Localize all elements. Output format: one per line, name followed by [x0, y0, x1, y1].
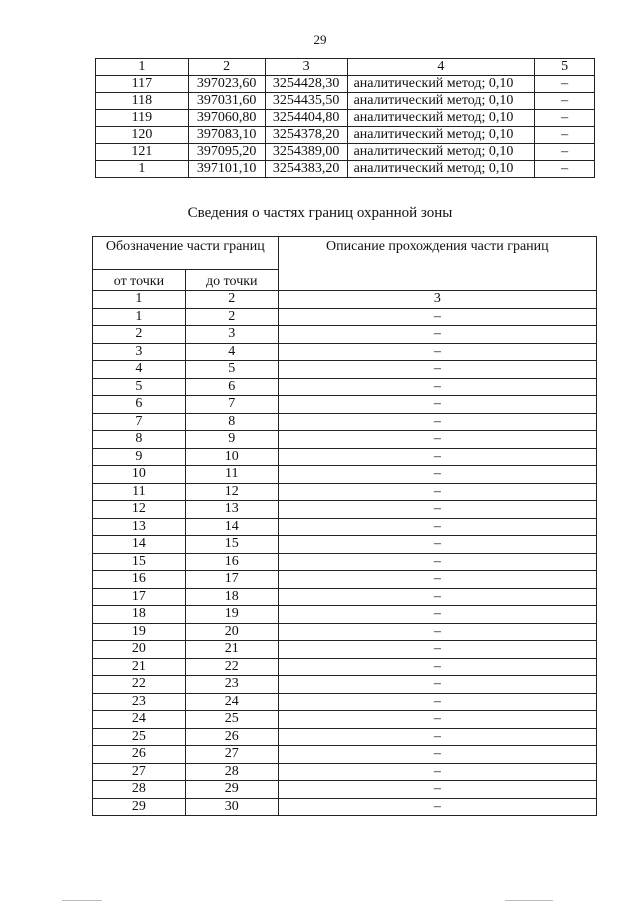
table-row: [93, 641, 597, 659]
table-row: [93, 728, 597, 746]
table-cell: 6: [93, 396, 186, 414]
table-row: [96, 110, 595, 127]
table-cell: 22: [185, 658, 278, 676]
table-cell: 3254435,50: [265, 93, 347, 110]
table-cell: 10: [185, 448, 278, 466]
table-cell: 18: [93, 606, 186, 624]
table-cell: 26: [93, 746, 186, 764]
table-cell: 17: [185, 571, 278, 589]
table-cell: 10: [93, 466, 186, 484]
table-cell: 28: [185, 763, 278, 781]
table-cell: –: [278, 658, 596, 676]
table-cell: –: [278, 448, 596, 466]
table-cell: 118: [96, 93, 189, 110]
table-cell: –: [278, 326, 596, 344]
table-cell: 8: [93, 431, 186, 449]
table-cell: аналитический метод; 0,10: [347, 144, 535, 161]
column-number: 4: [347, 59, 535, 76]
table-cell: –: [278, 746, 596, 764]
column-number: 2: [188, 59, 265, 76]
table-row: [93, 781, 597, 799]
table-row: [93, 676, 597, 694]
column-numbers-row: [93, 291, 597, 309]
table-cell: –: [278, 641, 596, 659]
table-cell: –: [278, 536, 596, 554]
table-cell: 18: [185, 588, 278, 606]
table-cell: 22: [93, 676, 186, 694]
table-row: [93, 413, 597, 431]
table-cell: 21: [185, 641, 278, 659]
table-cell: –: [278, 361, 596, 379]
table-row: [96, 161, 595, 178]
table-cell: 1: [93, 308, 186, 326]
boundary-parts-table: [92, 236, 597, 816]
table-row: [93, 746, 597, 764]
column-number: 5: [535, 59, 595, 76]
table-cell: 397095,20: [188, 144, 265, 161]
header-row: [93, 237, 597, 270]
table-cell: –: [535, 110, 595, 127]
table-cell: 12: [185, 483, 278, 501]
table-cell: 25: [93, 728, 186, 746]
table-cell: 24: [93, 711, 186, 729]
table-cell: 8: [185, 413, 278, 431]
table-cell: 3: [185, 326, 278, 344]
table-cell: 15: [93, 553, 186, 571]
table-cell: 29: [93, 798, 186, 816]
table-row: [96, 144, 595, 161]
table-cell: –: [278, 571, 596, 589]
table-cell: –: [278, 588, 596, 606]
table-row: [93, 431, 597, 449]
table-row: [93, 588, 597, 606]
to-point-header: до точки: [185, 270, 278, 291]
table-cell: 19: [185, 606, 278, 624]
table-cell: 121: [96, 144, 189, 161]
table-cell: 397023,60: [188, 76, 265, 93]
table-cell: 19: [93, 623, 186, 641]
table-cell: –: [535, 161, 595, 178]
table-cell: аналитический метод; 0,10: [347, 76, 535, 93]
table-cell: 3: [93, 343, 186, 361]
table-cell: –: [278, 623, 596, 641]
table-row: [93, 711, 597, 729]
table-row: [93, 448, 597, 466]
table-row: [93, 361, 597, 379]
table-row: [93, 553, 597, 571]
table-cell: –: [278, 518, 596, 536]
table-cell: –: [278, 606, 596, 624]
table-cell: 3254389,00: [265, 144, 347, 161]
designation-header: Обозначение части границ: [93, 237, 279, 270]
table-cell: 7: [185, 396, 278, 414]
table-cell: –: [278, 396, 596, 414]
column-number: 3: [265, 59, 347, 76]
table-cell: 7: [93, 413, 186, 431]
table-cell: –: [535, 93, 595, 110]
table-cell: 16: [185, 553, 278, 571]
table-row: [93, 536, 597, 554]
table-cell: 397083,10: [188, 127, 265, 144]
table-row: [93, 343, 597, 361]
table-cell: –: [278, 781, 596, 799]
table-cell: 4: [185, 343, 278, 361]
table-cell: 397101,10: [188, 161, 265, 178]
table-row: [96, 93, 595, 110]
table-cell: 5: [185, 361, 278, 379]
table-row: [93, 466, 597, 484]
table-cell: 14: [185, 518, 278, 536]
table-cell: 27: [185, 746, 278, 764]
table-cell: –: [535, 144, 595, 161]
table-cell: 14: [93, 536, 186, 554]
table-cell: –: [278, 308, 596, 326]
coords-header-row: [96, 59, 595, 76]
table-cell: 21: [93, 658, 186, 676]
table-cell: 26: [185, 728, 278, 746]
table-row: [93, 763, 597, 781]
section-title: Сведения о частях границ охранной зоны: [187, 205, 453, 221]
table-cell: –: [278, 711, 596, 729]
table-cell: 3254383,20: [265, 161, 347, 178]
table-cell: 5: [93, 378, 186, 396]
table-cell: 13: [185, 501, 278, 519]
table-cell: –: [278, 378, 596, 396]
table-row: [93, 518, 597, 536]
table-cell: 2: [93, 326, 186, 344]
table-cell: 17: [93, 588, 186, 606]
table-cell: 20: [185, 623, 278, 641]
table-cell: 23: [185, 676, 278, 694]
column-number: 3: [278, 291, 596, 309]
table-cell: 28: [93, 781, 186, 799]
table-cell: 6: [185, 378, 278, 396]
table-cell: –: [278, 483, 596, 501]
table-cell: 1: [96, 161, 189, 178]
table-cell: 397031,60: [188, 93, 265, 110]
table-cell: 120: [96, 127, 189, 144]
table-cell: –: [278, 676, 596, 694]
table-cell: 3254428,30: [265, 76, 347, 93]
coordinates-table: [95, 58, 595, 178]
table-cell: –: [278, 466, 596, 484]
table-row: [93, 623, 597, 641]
table-cell: 23: [93, 693, 186, 711]
table-row: [93, 501, 597, 519]
table-cell: 11: [93, 483, 186, 501]
table-row: [93, 658, 597, 676]
table-cell: 119: [96, 110, 189, 127]
footer-scan-marks: [0, 898, 640, 904]
table-cell: 9: [185, 431, 278, 449]
table-cell: –: [278, 343, 596, 361]
table-cell: 29: [185, 781, 278, 799]
table-cell: 9: [93, 448, 186, 466]
table-cell: 397060,80: [188, 110, 265, 127]
table-cell: –: [278, 693, 596, 711]
table-row: [93, 396, 597, 414]
column-number: 1: [93, 291, 186, 309]
column-number: 2: [185, 291, 278, 309]
table-row: [93, 693, 597, 711]
table-cell: аналитический метод; 0,10: [347, 93, 535, 110]
table-cell: 11: [185, 466, 278, 484]
table-cell: –: [278, 501, 596, 519]
table-cell: –: [278, 798, 596, 816]
table-cell: 3254404,80: [265, 110, 347, 127]
table-cell: 4: [93, 361, 186, 379]
table-cell: 2: [185, 308, 278, 326]
table-row: [93, 483, 597, 501]
description-header: Описание прохождения части границ: [278, 237, 596, 291]
table-cell: –: [278, 413, 596, 431]
table-cell: –: [278, 431, 596, 449]
table-cell: 20: [93, 641, 186, 659]
table-row: [96, 76, 595, 93]
table-row: [93, 326, 597, 344]
page-number: 29: [313, 32, 327, 47]
column-number: 1: [96, 59, 189, 76]
table-row: [93, 378, 597, 396]
table-cell: 25: [185, 711, 278, 729]
table-cell: 117: [96, 76, 189, 93]
table-cell: аналитический метод; 0,10: [347, 110, 535, 127]
table-cell: аналитический метод; 0,10: [347, 127, 535, 144]
table-cell: –: [278, 763, 596, 781]
table-cell: –: [278, 553, 596, 571]
table-cell: 15: [185, 536, 278, 554]
table-row: [93, 606, 597, 624]
table-cell: –: [535, 127, 595, 144]
table-row: [96, 127, 595, 144]
from-point-header: от точки: [93, 270, 186, 291]
table-cell: 30: [185, 798, 278, 816]
table-cell: –: [535, 76, 595, 93]
table-cell: –: [278, 728, 596, 746]
table-row: [93, 798, 597, 816]
table-cell: 12: [93, 501, 186, 519]
table-cell: 3254378,20: [265, 127, 347, 144]
table-cell: аналитический метод; 0,10: [347, 161, 535, 178]
table-cell: 24: [185, 693, 278, 711]
table-row: [93, 571, 597, 589]
table-row: [93, 308, 597, 326]
table-cell: 27: [93, 763, 186, 781]
table-cell: 16: [93, 571, 186, 589]
table-cell: 13: [93, 518, 186, 536]
